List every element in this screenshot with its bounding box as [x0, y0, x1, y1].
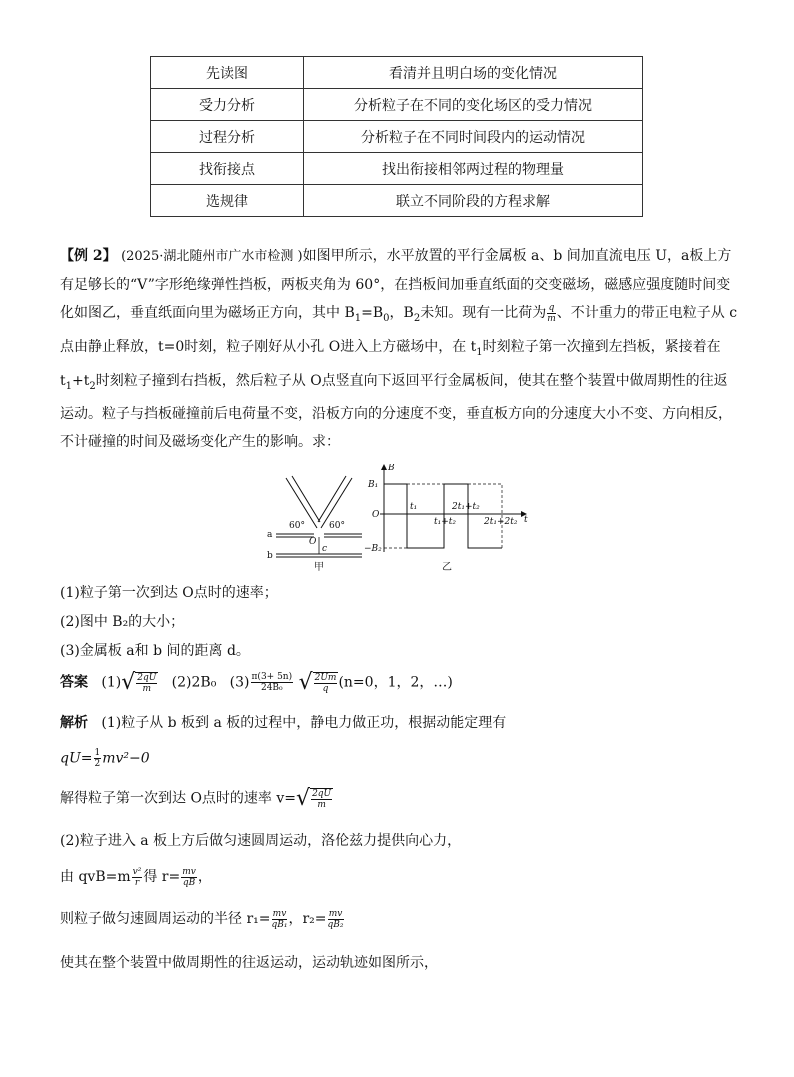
t1-plus-t2-label: t₁+t₂ — [434, 517, 456, 527]
desc-cell: 分析粒子在不同时间段内的运动情况 — [304, 121, 643, 153]
example-source: (2025·湖北随州市广水市检测 ) — [121, 249, 303, 264]
axis-t-label: t — [524, 515, 528, 525]
table-row — [151, 185, 643, 217]
answer-part-2: (2)2B₀ — [171, 674, 217, 691]
step-cell: 过程分析 — [151, 121, 304, 153]
analysis-text: 得 r= — [143, 869, 181, 885]
analysis-text: mv²−0 — [102, 750, 150, 767]
figure-jia — [267, 476, 362, 573]
table-row — [151, 57, 643, 89]
answer-3-tail: (n=0，1，2，…) — [338, 674, 453, 691]
analysis-line-4: (2)粒子进入 a 板上方后做匀速圆周运动，洛伦兹力提供向心力， — [60, 833, 462, 849]
question-1: (1)粒子第一次到达 O点时的速率； — [60, 585, 278, 601]
caption-jia: 甲 — [314, 562, 324, 573]
answer-3-fraction: $\frac{\pi(3+ 5n)}{\text{24B₀}}$ — [251, 672, 293, 693]
point-c-label: c — [322, 544, 328, 554]
caption-yi: 乙 — [442, 562, 452, 573]
example-text: ，B — [389, 305, 414, 321]
example-text: 时刻粒子撞到右挡板，然后粒子从 O点竖直向下返回平行金属板间，使其在整个装置中做周期性的往返运动。粒子与挡板碰撞前后电荷量不变，沿板方向的分速度不变，垂直板方向的分速度大小不变、方向相反，不计碰撞的时间及磁场变化产生的影响。求： — [60, 372, 732, 451]
example-text: 如图甲所示，水平放置的平行金属板 a、b 间加直流电压 U，a板上方有足够长的“V”字形绝缘弹性挡板，两板夹角为 60°，在挡板间加垂直纸面的交变磁场，磁感应强度随时间变化如图乙，垂直纸面向里为磁场正方向，其中 B — [60, 248, 732, 321]
example-text: 、不计重力的带正电粒子从 c点由静止释放，t=0时刻，粒子刚好从小孔 O进入上方磁场中，在 t — [60, 305, 738, 355]
answer-part-3: (3) — [229, 674, 250, 691]
analysis-text: (1)粒子从 b 板到 a 板的过程中，静电力做正功，根据动能定理有 — [101, 715, 507, 731]
b1-label: B₁ — [368, 480, 379, 490]
plate-b-label: b — [267, 551, 273, 561]
answer-line — [60, 670, 453, 695]
origin-label: O — [372, 510, 380, 520]
example-text: 未知。现有一比荷为 — [420, 305, 547, 321]
desc-cell: 找出衔接相邻两过程的物理量 — [304, 153, 643, 185]
analysis-text: ，r₂= — [288, 911, 327, 927]
angle-left-label: 60° — [289, 521, 305, 531]
point-o-label: O — [309, 537, 317, 547]
analysis-text: 由 qvB=m — [60, 869, 131, 885]
analysis-text: 则粒子做匀速圆周运动的半径 r₁= — [60, 911, 271, 927]
desc-cell: 联立不同阶段的方程求解 — [304, 185, 643, 217]
analysis-line-1 — [60, 712, 506, 732]
analysis-line-7: 使其在整个装置中做周期性的往返运动，运动轨迹如图所示， — [60, 955, 438, 971]
step-cell: 找衔接点 — [151, 153, 304, 185]
analysis-label: 解析 — [60, 715, 88, 731]
analysis-line-2: qU= $\frac{1}{2}$ mv²−0 — [60, 748, 150, 769]
axis-b-label: B — [388, 464, 395, 473]
answer-part-1: (1) — [101, 674, 122, 691]
step-cell: 受力分析 — [151, 89, 304, 121]
desc-cell: 分析粒子在不同的变化场区的受力情况 — [304, 89, 643, 121]
table-row — [151, 153, 643, 185]
figure-jia-yi — [262, 464, 537, 576]
figure-yi — [364, 464, 528, 573]
step-cell: 先读图 — [151, 57, 304, 89]
method-table — [150, 56, 643, 217]
sqrt-2qU-over-m: √ $\frac{2qU}{m}$ — [121, 670, 157, 695]
analysis-line-6: 则粒子做匀速圆周运动的半径 r₁= $\frac{mv}{\text{qB₁}}$ ，r₂= $\frac{mv}{\text{qB₂}}$ — [60, 908, 344, 930]
analysis-line-3 — [60, 786, 333, 811]
table-row — [151, 89, 643, 121]
analysis-text: qU= — [60, 750, 93, 767]
2t1-plus-t2-label: 2t₁+t₂ — [452, 502, 480, 512]
2t1-plus-2t2-label: 2t₁+2t₂ — [484, 517, 518, 527]
example-paragraph: 【例 2】 (2025·湖北随州市广水市检测 )如图甲所示，水平放置的平行金属板 a、b 间加直流电压 U，a板上方有足够长的“V”字形绝缘弹性挡板，两板夹角为 60°，在挡板间加垂直纸面的交变磁场，磁感应强度随时间变化如图乙，垂直纸面向里为磁场正方向，其中 $B_1=B_0$，$B_2$未知。现有一比荷为 $\frac{q}{m}$ 、不计重力的带正电粒子从 c点由静止释放，t=0时刻，粒子刚好从小孔 O进入上方磁场中，在 $t_1$时刻粒子第一次撞到左挡板，紧接着在 $t_1+t_2$时刻粒子撞到右挡板，然后粒子从 O点竖直向下返回平行金属板间，使其在整个装置中做周期性的往返运动。粒子与挡板碰撞前后电荷量不变，沿板方向的分速度不变，垂直板方向的分速度大小不变、方向相反，不计碰撞的时间及磁场变化产生的影响。求： — [60, 248, 738, 451]
example-text: 时刻粒子第一次撞到左挡板，紧接着在 t — [60, 338, 721, 389]
sqrt-2Um-over-q: √ $\frac{2Um}{q}$ — [298, 670, 337, 695]
question-2: (2)图中 B₂的大小； — [60, 614, 185, 630]
minus-b2-label: −B₂ — [364, 544, 382, 554]
analysis-text: 解得粒子第一次到达 O点时的速率 v= — [60, 790, 297, 807]
plate-a-label: a — [267, 530, 273, 540]
step-cell: 选规律 — [151, 185, 304, 217]
sqrt-2qU-over-m: √ $\frac{2qU}{m}$ — [296, 786, 332, 811]
table-row — [151, 121, 643, 153]
t1-label: t₁ — [410, 502, 418, 512]
answer-label: 答案 — [60, 674, 88, 691]
charge-mass-ratio: $\frac{q}{m}$ — [547, 302, 556, 324]
angle-right-label: 60° — [329, 521, 345, 531]
analysis-line-5: 由 qvB=m $\frac{\text{v²}}{r}$ 得 r= $\frac{mv}{qB}$ ， — [60, 866, 212, 888]
question-3: (3)金属板 a和 b 间的距离 d。 — [60, 643, 250, 659]
desc-cell: 看清并且明白场的变化情况 — [304, 57, 643, 89]
example-tag: 【例 2】 — [60, 248, 117, 264]
